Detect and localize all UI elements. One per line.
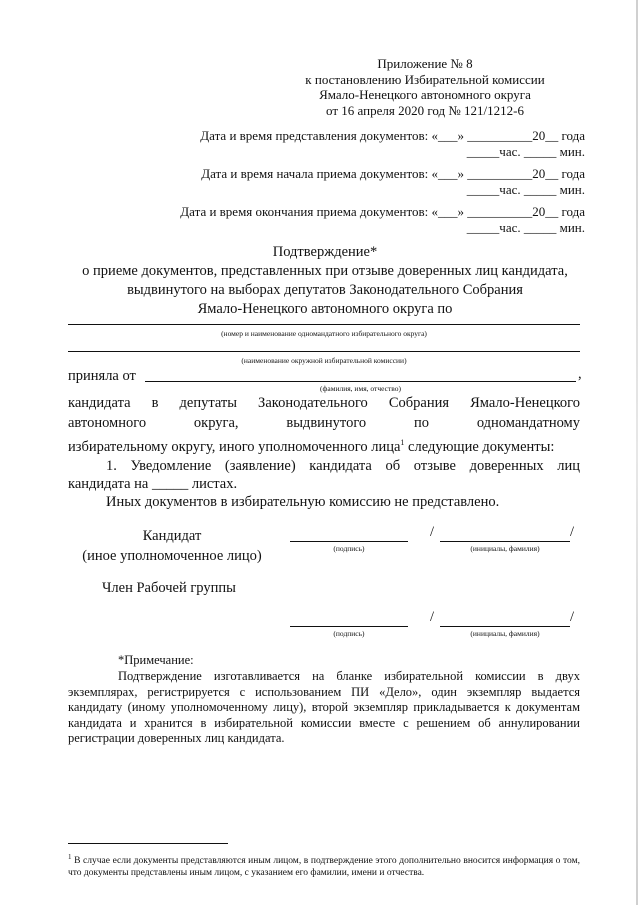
title-line: Ямало-Ненецкого автономного округа по: [197, 301, 453, 317]
title-line: о приеме документов, представленных при отзыве доверенных лиц кандидата,: [82, 263, 568, 279]
slash: /: [430, 609, 435, 625]
document-title: [60, 243, 590, 319]
note-text: Подтверждение изготавливается на бланке избирательной комиссии в двух экземплярах, регистрируется с использованием ПИ «Дело», один экземпляр выдается кандидату (иному уполномоченному лицу), второй экземпляр прикладывается к документам кандидата и хранится в избирательной комиссии вместе с решением об аннулировании регистрации доверенных лиц кандидата.: [68, 669, 580, 745]
header-line: Ямало-Ненецкого автономного округа: [319, 87, 531, 102]
footnote-ref: 1: [400, 438, 405, 447]
list-item-continued: кандидата на _____ листах.: [68, 476, 238, 492]
date-end: [120, 204, 585, 236]
date-line: Дата и время представления документов: «___» __________20__ года: [200, 128, 585, 143]
date-line: Дата и время начала приема документов: «___» __________20__ года: [201, 166, 585, 181]
signature-caption: (подпись): [333, 544, 365, 553]
time-line: _____час. _____ мин.: [466, 182, 585, 197]
district-caption: (номер и наименование одномандатного избирательного округа): [221, 329, 427, 338]
footnote-text: В случае если документы представляются иным лицом, в подтверждение этого дополнительно вносится информация о том, что документы представлены иным лицом, с указанием его фамилии, имени и отчества.: [68, 856, 580, 879]
signatory-label: Кандидат: [142, 528, 202, 544]
paragraph-line: автономного округа, выдвинутого по одномандатному: [68, 414, 580, 431]
header-line: к постановлению Избирательной комиссии: [305, 71, 545, 87]
accepted-comma: ,: [578, 366, 582, 382]
date-start: [120, 166, 585, 198]
paragraph-text: избирательному округу, иного уполномоченного лица: [68, 438, 401, 455]
documents-list: [68, 457, 580, 511]
footnote-mark: 1: [68, 853, 72, 861]
header-line: Приложение № 8: [377, 56, 473, 71]
title-line: выдвинутого на выборах депутатов Законодательного Собрания: [127, 282, 523, 298]
district-blank-line: [68, 324, 580, 325]
initials-line: [440, 626, 570, 627]
signature-caption: (подпись): [333, 629, 365, 638]
scan-edge: [636, 0, 638, 905]
paragraph-line: [68, 433, 580, 457]
title-line: Подтверждение*: [272, 244, 378, 260]
note-label: *Примечание:: [118, 653, 194, 667]
signatory-label: (иное уполномоченное лицо): [82, 548, 262, 564]
fio-blank-line: [145, 381, 576, 382]
header-line: от 16 апреля 2020 год № 121/1212-6: [326, 102, 524, 118]
fio-caption: (фамилия, имя, отчество): [320, 384, 401, 393]
footnote: [68, 851, 580, 879]
commission-caption: (наименование окружной избирательной комиссии): [241, 356, 407, 365]
commission-blank-line: [68, 351, 580, 352]
date-submission: [120, 128, 585, 160]
footnote-separator: [68, 843, 228, 844]
other-documents-note: Иных документов в избирательную комиссию не представлено.: [106, 494, 500, 510]
paragraph-line: кандидата в депутаты Законодательного Собрания Ямало-Ненецкого: [68, 395, 580, 411]
member-signatory: Член Рабочей группы: [102, 580, 236, 596]
signature-line: [290, 541, 408, 542]
attachment-header: [270, 56, 580, 118]
initials-caption: (инициалы, фамилия): [470, 544, 540, 553]
signature-line: [290, 626, 408, 627]
list-item: 1. Уведомление (заявление) кандидата об отзыве доверенных лиц: [106, 458, 580, 474]
paragraph-text: следующие документы:: [404, 438, 555, 455]
time-line: _____час. _____ мин.: [466, 144, 585, 159]
initials-caption: (инициалы, фамилия): [470, 629, 540, 638]
slash: /: [430, 524, 435, 540]
candidate-signatory: [68, 526, 276, 566]
date-line: Дата и время окончания приема документов: «___» __________20__ года: [180, 204, 585, 219]
initials-line: [440, 541, 570, 542]
slash: /: [570, 524, 575, 540]
slash: /: [570, 609, 575, 625]
time-line: _____час. _____ мин.: [466, 220, 585, 235]
accepted-from-label: приняла от: [68, 368, 136, 384]
main-paragraph: [68, 394, 580, 457]
